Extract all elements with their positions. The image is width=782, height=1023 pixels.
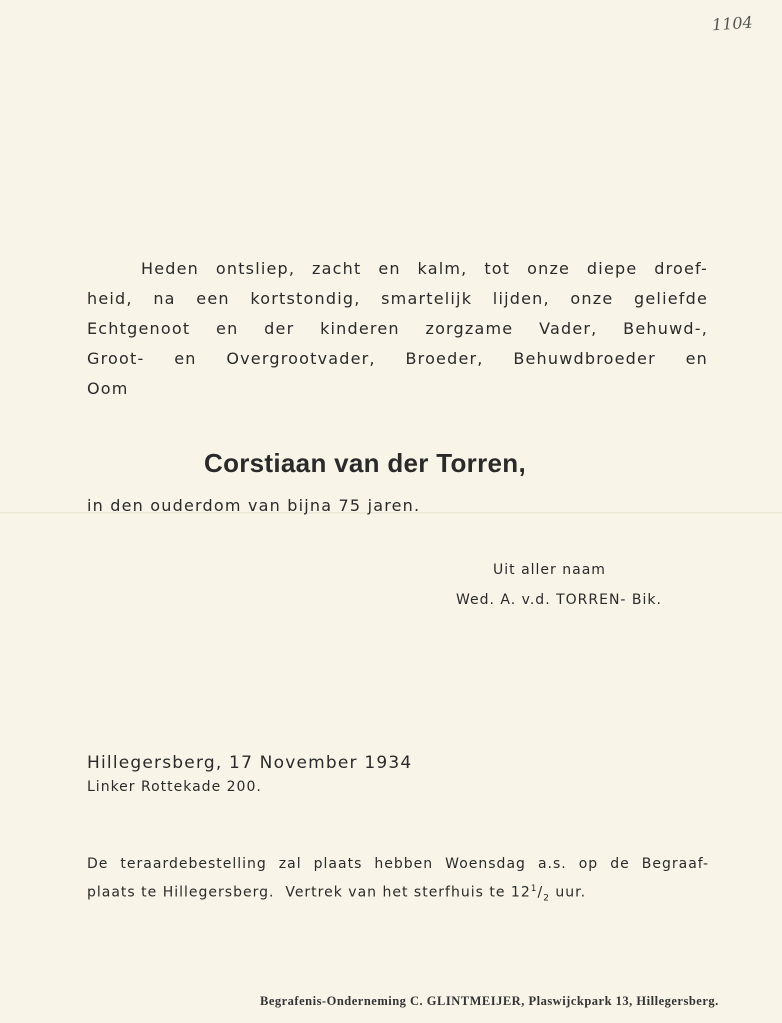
place-date: Hillegersberg, 17 November 1934 xyxy=(87,753,413,773)
announcement-line-4: Groot- en Overgrootvader, Broeder, Behuwdbroeder en xyxy=(87,349,708,368)
announcement-line-2: heid, na een kortstondig, smartelijk lijden, onze geliefde xyxy=(87,289,708,308)
signature-line-2: Wed. A. v.d. TORREN- Bik. xyxy=(456,592,662,608)
announcement-line-5: Oom xyxy=(87,379,129,398)
address: Linker Rottekade 200. xyxy=(87,779,262,795)
announcement-line-1: Heden ontsliep, zacht en kalm, tot onze diepe droef- xyxy=(141,259,708,278)
signature-line-1: Uit aller naam xyxy=(493,562,606,578)
funeral-line-2-suffix: uur. xyxy=(549,884,587,901)
funeral-line-2-text: plaats te Hillegersberg. Vertrek van het sterfhuis te 12 xyxy=(87,884,531,901)
handwritten-number: 1104 xyxy=(711,12,754,35)
funeral-line-1: De teraardebestelling zal plaats hebben Woensdag a.s. op de Begraaf- xyxy=(87,856,709,872)
deceased-name: Corstiaan van der Torren, xyxy=(204,448,526,478)
fraction-denominator: 2 xyxy=(543,893,550,904)
funeral-line-2: plaats te Hillegersberg. Vertrek van het sterfhuis te $12^1/_2$ uur. xyxy=(87,884,587,904)
undertaker-footer: Begrafenis-Onderneming C. GLINTMEIJER, Plaswijckpark 13, Hillegersberg. xyxy=(260,994,719,1008)
age-line: in den ouderdom van bijna 75 jaren. xyxy=(87,496,421,515)
announcement-line-3: Echtgenoot en der kinderen zorgzame Vader, Behuwd-, xyxy=(87,319,708,338)
fraction-numerator: 1 xyxy=(530,884,538,894)
